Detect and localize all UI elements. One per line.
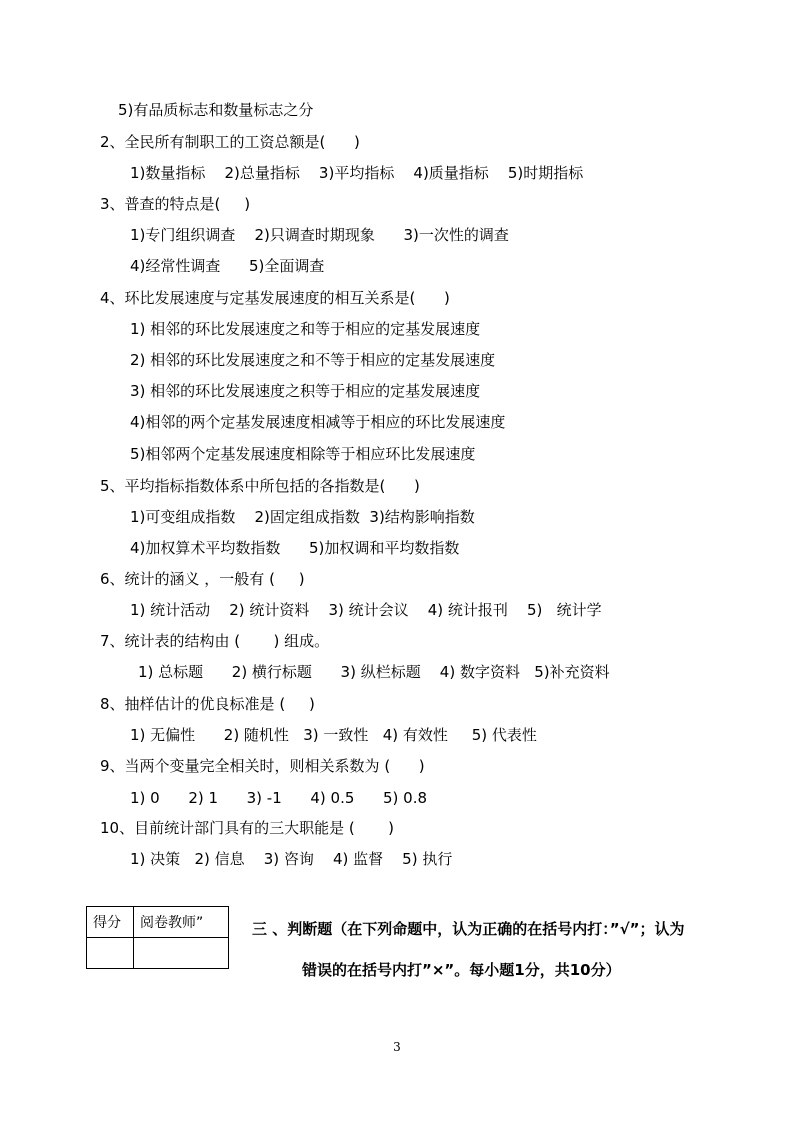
score-cell[interactable] <box>87 938 134 969</box>
section-3-heading-line1: 三 、判断题（在下列命题中，认为正确的在括号内打：”√”；认为 <box>252 920 685 938</box>
score-label: 得分 <box>87 907 134 938</box>
grader-label: 阅卷教师” <box>134 907 229 938</box>
question-4-option-3: 3) 相邻的环比发展速度之积等于相应的定基发展速度 <box>130 382 481 400</box>
question-2-options: 1)数量指标 2)总量指标 3)平均指标 4)质量指标 5)时期指标 <box>130 164 584 182</box>
question-7-options: 1) 总标题 2) 横行标题 3) 纵栏标题 4) 数字资料 5)补充资料 <box>138 663 610 681</box>
question-5: 5、平均指标指数体系中所包括的各指数是( ) <box>100 477 420 495</box>
question-5-options-b: 4)加权算术平均数指数 5)加权调和平均数指数 <box>130 539 460 557</box>
grader-cell[interactable] <box>134 938 229 969</box>
question-4-option-1: 1) 相邻的环比发展速度之和等于相应的定基发展速度 <box>130 320 481 338</box>
question-2: 2、全民所有制职工的工资总额是( ) <box>100 133 360 151</box>
question-9-options: 1) 0 2) 1 3) -1 4) 0.5 5) 0.8 <box>130 789 428 807</box>
question-4-option-5: 5)相邻两个定基发展速度相除等于相应环比发展速度 <box>130 445 476 463</box>
question-4-option-4: 4)相邻的两个定基发展速度相减等于相应的环比发展速度 <box>130 413 506 431</box>
question-6: 6、统计的涵义 ，一般有 ( ) <box>100 570 305 588</box>
question-8-options: 1) 无偏性 2) 随机性 3) 一致性 4) 有效性 5) 代表性 <box>130 726 537 744</box>
question-3: 3、普查的特点是( ) <box>100 195 251 213</box>
question-8: 8、抽样估计的优良标准是 ( ) <box>100 695 315 713</box>
question-7: 7、统计表的结构由 ( ) 组成。 <box>100 632 330 650</box>
page-number: 3 <box>393 1040 401 1054</box>
question-10-options: 1) 决策 2) 信息 3) 咨询 4) 监督 5) 执行 <box>130 850 453 868</box>
question-5-options-a: 1)可变组成指数 2)固定组成指数 3)结构影响指数 <box>130 508 475 526</box>
line-q1-option5: 5)有品质标志和数量标志之分 <box>118 101 314 119</box>
question-6-options: 1) 统计活动 2) 统计资料 3) 统计会议 4) 统计报刊 5) 统计学 <box>130 601 602 619</box>
question-4-option-2: 2) 相邻的环比发展速度之和不等于相应的定基发展速度 <box>130 351 496 369</box>
question-10: 10、目前统计部门具有的三大职能是 ( ) <box>100 819 394 837</box>
score-table <box>86 906 229 969</box>
section-3-heading-line2: 错误的在括号内打”×”。每小题1分，共10分） <box>302 961 621 979</box>
question-9: 9、当两个变量完全相关时，则相关系数为 ( ) <box>100 757 425 775</box>
question-3-options-b: 4)经常性调查 5)全面调查 <box>130 257 325 275</box>
question-3-options-a: 1)专门组织调查 2)只调查时期现象 3)一次性的调查 <box>130 226 509 244</box>
question-4: 4、环比发展速度与定基发展速度的相互关系是( ) <box>100 289 450 307</box>
